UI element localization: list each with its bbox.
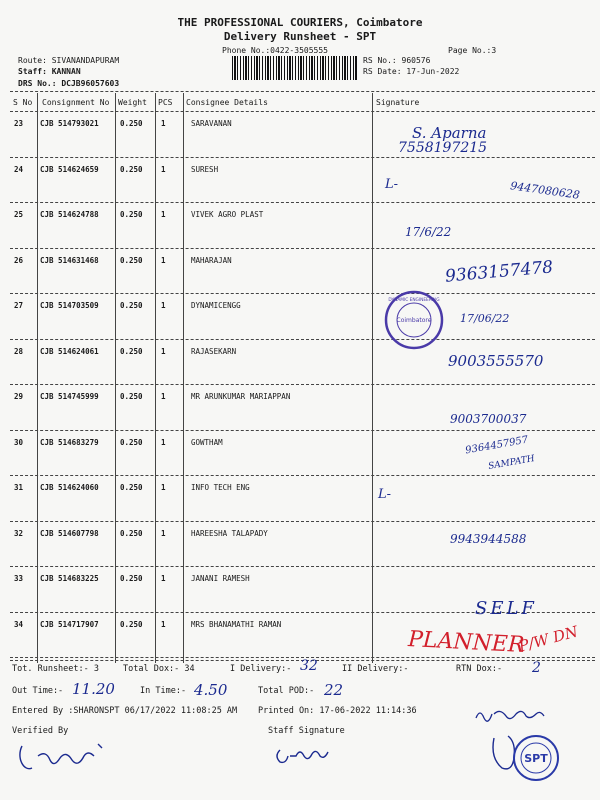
verified-by: Verified By xyxy=(12,726,69,736)
consignee-name: DYNAMICENGG xyxy=(191,301,241,310)
consignment-number: CJB 514624659 xyxy=(40,164,99,174)
pieces: 1 xyxy=(161,483,166,492)
row-divider xyxy=(10,521,595,522)
barcode xyxy=(232,56,357,80)
printed-on: Printed On: 17-06-2022 11:14:36 xyxy=(258,706,417,716)
tot-runsheet: Tot. Runsheet:- 3 xyxy=(12,664,99,674)
consignee-name: RAJASEKARN xyxy=(191,346,237,356)
column-line xyxy=(37,93,38,663)
serial-number: 26 xyxy=(14,255,24,265)
route-row xyxy=(18,56,119,65)
weight: 0.250 xyxy=(120,437,143,447)
pieces: 1 xyxy=(161,255,166,265)
signature-33: SELF xyxy=(475,598,537,619)
consignment-number: CJB 514631468 xyxy=(40,255,99,265)
phone-23: 7558197215 xyxy=(398,140,488,156)
staff-signature xyxy=(270,738,340,768)
consignee-name: SARAVANAN xyxy=(191,119,232,128)
weight: 0.250 xyxy=(120,346,143,356)
consignee-name: HAREESHA TALAPADY xyxy=(191,528,268,538)
weight: 0.250 xyxy=(120,255,143,265)
serial-number: 27 xyxy=(14,301,24,310)
row-divider xyxy=(10,202,595,203)
column-line xyxy=(372,93,373,663)
staff-value: KANNAN xyxy=(51,67,81,76)
pieces: 1 xyxy=(161,392,166,401)
pieces: 1 xyxy=(161,528,166,538)
runsheet-title: Delivery Runsheet - SPT xyxy=(223,30,377,43)
signature-31: L- xyxy=(378,487,392,502)
signature-27: 17/06/22 xyxy=(460,312,510,325)
in-time-label: In Time:- xyxy=(140,686,187,696)
company-stamp xyxy=(384,290,444,350)
signature-34: PLANNER xyxy=(407,626,526,659)
row-divider xyxy=(10,248,595,249)
staff-signature-label: Staff Signature xyxy=(268,726,345,736)
consignee-name: SURESH xyxy=(191,164,219,174)
consignment-number: CJB 514683279 xyxy=(40,437,99,447)
consignee-name: MR ARUNKUMAR MARIAPPAN xyxy=(191,392,291,401)
serial-number: 30 xyxy=(14,437,24,447)
i-delivery-value: 32 xyxy=(300,658,318,674)
weight: 0.250 xyxy=(120,210,143,219)
weight: 0.250 xyxy=(120,528,143,538)
signature-24: L- xyxy=(385,177,399,192)
serial-number: 32 xyxy=(14,528,24,538)
verified-signature xyxy=(14,738,124,778)
serial-number: 33 xyxy=(14,574,24,583)
phone-24: 9447080628 xyxy=(509,179,581,202)
pieces: 1 xyxy=(161,164,166,174)
consignee-name: VIVEK AGRO PLAST xyxy=(191,210,264,219)
in-time-value: 4.50 xyxy=(194,681,228,699)
pieces: 1 xyxy=(161,119,166,128)
weight: 0.250 xyxy=(120,619,143,629)
signature-25: 17/6/22 xyxy=(405,225,452,239)
row-divider xyxy=(10,157,595,158)
svg-text:SPT: SPT xyxy=(524,752,548,765)
column-line xyxy=(115,93,116,663)
weight: 0.250 xyxy=(120,483,143,492)
serial-number: 28 xyxy=(14,346,24,356)
row-divider xyxy=(10,339,595,340)
pieces: 1 xyxy=(161,346,166,356)
consignment-number: CJB 514745999 xyxy=(40,392,99,401)
consignment-number: CJB 514607798 xyxy=(40,528,99,538)
out-time-value: 11.20 xyxy=(72,680,115,698)
rs-date: RS Date: 17-Jun-2022 xyxy=(363,67,460,76)
svg-text:DYNAMIC ENGINEERING: DYNAMIC ENGINEERING xyxy=(388,298,440,303)
signature-32: 9943944588 xyxy=(450,532,527,546)
weight: 0.250 xyxy=(120,164,143,174)
consignment-number: CJB 514793021 xyxy=(40,119,99,128)
pieces: 1 xyxy=(161,619,166,629)
weight: 0.250 xyxy=(120,574,143,583)
drs-row xyxy=(18,79,119,88)
entered-by: Entered By :SHARONSPT 06/17/2022 11:08:25 AM xyxy=(12,706,238,716)
consignment-number: CJB 514683225 xyxy=(40,574,99,583)
svg-text:Coimbatore: Coimbatore xyxy=(396,317,432,324)
pieces: 1 xyxy=(161,301,166,310)
consignment-number: CJB 514624060 xyxy=(40,483,99,492)
total-pod-value: 22 xyxy=(324,681,344,699)
consignee-name: JANANI RAMESH xyxy=(191,574,250,583)
rs-number: RS No.: 960576 xyxy=(363,56,431,65)
row-divider xyxy=(10,384,595,385)
consignee-name: MAHARAJAN xyxy=(191,255,232,265)
consignee-name: MRS BHANAMATHI RAMAN xyxy=(191,619,282,629)
consignment-number: CJB 514717907 xyxy=(40,619,99,629)
consignee-name: INFO TECH ENG xyxy=(191,483,250,492)
route-value: SIVANANDAPURAM xyxy=(51,56,120,65)
divider xyxy=(10,111,595,112)
signature-29: 9003700037 xyxy=(450,412,527,426)
page-number: Page No.:3 xyxy=(448,46,497,55)
rtn-dox-value: 2 xyxy=(532,660,541,676)
serial-number: 23 xyxy=(14,119,24,128)
consignment-number: CJB 514703509 xyxy=(40,301,99,310)
total-dox: Total Dox:- 34 xyxy=(123,664,195,674)
signature-34b: P/W DN xyxy=(516,622,580,656)
column-line xyxy=(183,93,184,663)
drs-label: DRS No.: xyxy=(18,79,57,88)
consignee-name: GOWTHAM xyxy=(191,437,223,447)
signature-26: 9363157478 xyxy=(444,257,554,287)
weight: 0.250 xyxy=(120,392,143,401)
weight: 0.250 xyxy=(120,301,143,310)
pieces: 1 xyxy=(161,210,166,219)
pieces: 1 xyxy=(161,437,166,447)
route-label: Route: xyxy=(18,56,47,65)
signature-23: S. Aparna xyxy=(412,124,487,142)
phone-number: Phone No.:0422-3505555 xyxy=(222,46,328,55)
ii-delivery-label: II Delivery:- xyxy=(342,664,409,674)
spt-seal xyxy=(512,734,560,782)
serial-number: 24 xyxy=(14,164,24,174)
col-sno: S No xyxy=(13,98,33,107)
row-divider xyxy=(10,293,595,294)
row-divider xyxy=(10,475,595,476)
rtn-dox-label: RTN Dox:- xyxy=(456,664,503,674)
weight: 0.250 xyxy=(120,119,143,128)
serial-number: 31 xyxy=(14,483,24,492)
col-weight: Weight xyxy=(118,98,147,107)
total-pod-label: Total POD:- xyxy=(258,686,315,696)
serial-number: 29 xyxy=(14,392,24,401)
serial-number: 34 xyxy=(14,619,24,629)
col-consignment: Consignment No xyxy=(42,98,110,107)
company-name: THE PROFESSIONAL COURIERS, Coimbatore xyxy=(177,16,423,29)
staff-row xyxy=(18,67,81,76)
col-pcs: PCS xyxy=(158,98,173,107)
out-time-label: Out Time:- xyxy=(12,686,64,696)
drs-value: DCJB96057603 xyxy=(61,79,120,88)
signature-30b: SAMPATH xyxy=(487,453,536,473)
signature-28: 9003555570 xyxy=(448,352,544,370)
column-line xyxy=(155,93,156,663)
row-divider xyxy=(10,566,595,567)
pieces: 1 xyxy=(161,574,166,583)
i-delivery-label: I Delivery:- xyxy=(230,664,292,674)
divider xyxy=(10,91,595,92)
row-divider xyxy=(10,430,595,431)
signature-30: 9364457957 xyxy=(464,434,530,457)
consignment-number: CJB 514624788 xyxy=(40,210,99,219)
consignment-number: CJB 514624061 xyxy=(40,346,99,356)
col-signature: Signature xyxy=(376,98,420,107)
serial-number: 25 xyxy=(14,210,24,219)
staff-label: Staff: xyxy=(18,67,47,76)
col-consignee: Consignee Details xyxy=(186,98,268,107)
